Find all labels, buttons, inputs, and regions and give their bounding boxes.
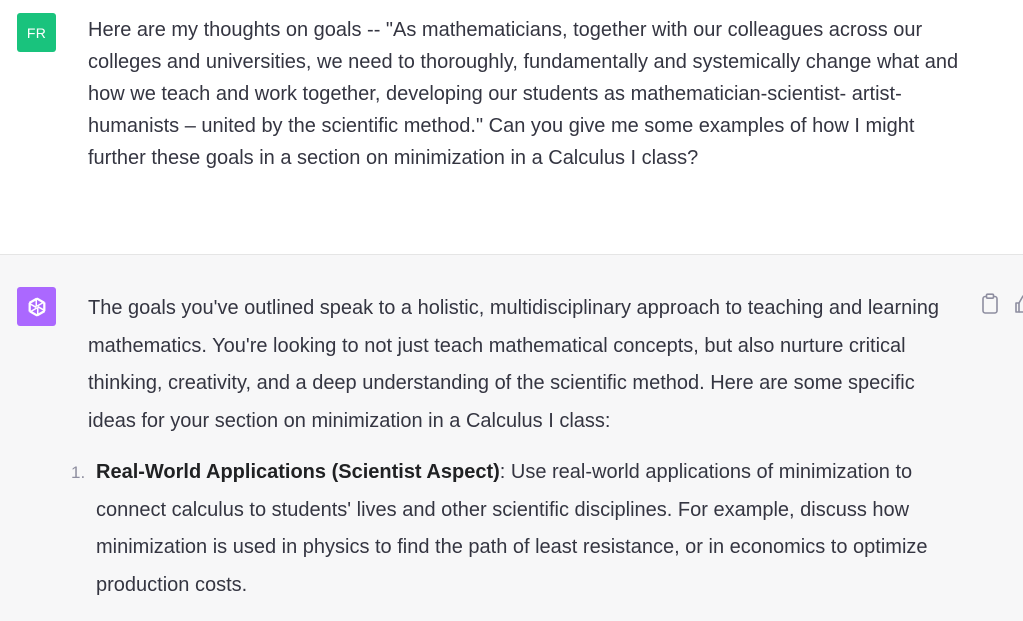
- list-item-body: : Use real-world applications of minimization to connect calculus to students' lives and other scientific disciplines. For example, discuss how minimization is used in physics to find the path of least resistance, or in economics to optimize production costs.: [96, 461, 928, 596]
- assistant-message-text: [71, 290, 968, 604]
- list-item: [71, 454, 968, 604]
- openai-logo-icon: [17, 287, 56, 326]
- thumbs-up-icon: [1014, 293, 1023, 315]
- ideas-list: [71, 454, 968, 604]
- user-avatar-initials: FR: [26, 24, 47, 41]
- list-item-title: Real-World Applications (Scientist Aspect): [96, 461, 500, 483]
- user-avatar: [17, 13, 56, 52]
- user-message-text: Here are my thoughts on goals -- "As mathematicians, together with our colleagues across our colleges and universities, we need to thoroughly, fundamentally and systemically change what and how we teach and work together, developing our students as mathematician-scientist- artist-humanists – united by the scientific method." Can you give me some examples of how I might further these goals in a section on minimization in a Calculus I class?: [88, 19, 959, 169]
- assistant-intro: The goals you've outlined speak to a holistic, multidisciplinary approach to teaching and learning mathematics. You're looking to not just teach mathematical concepts, but also nurture critical thinking, creativity, and a deep understanding of the scientific method. Here are some specific ideas for your section on minimization in a Calculus I class:: [88, 297, 939, 432]
- assistant-message: [0, 255, 1023, 621]
- clipboard-icon: [980, 293, 1000, 315]
- user-message: [0, 0, 1023, 255]
- copy-button[interactable]: [980, 293, 1000, 315]
- thumbs-up-button[interactable]: [1014, 293, 1023, 315]
- list-item-number: 1.: [71, 463, 86, 482]
